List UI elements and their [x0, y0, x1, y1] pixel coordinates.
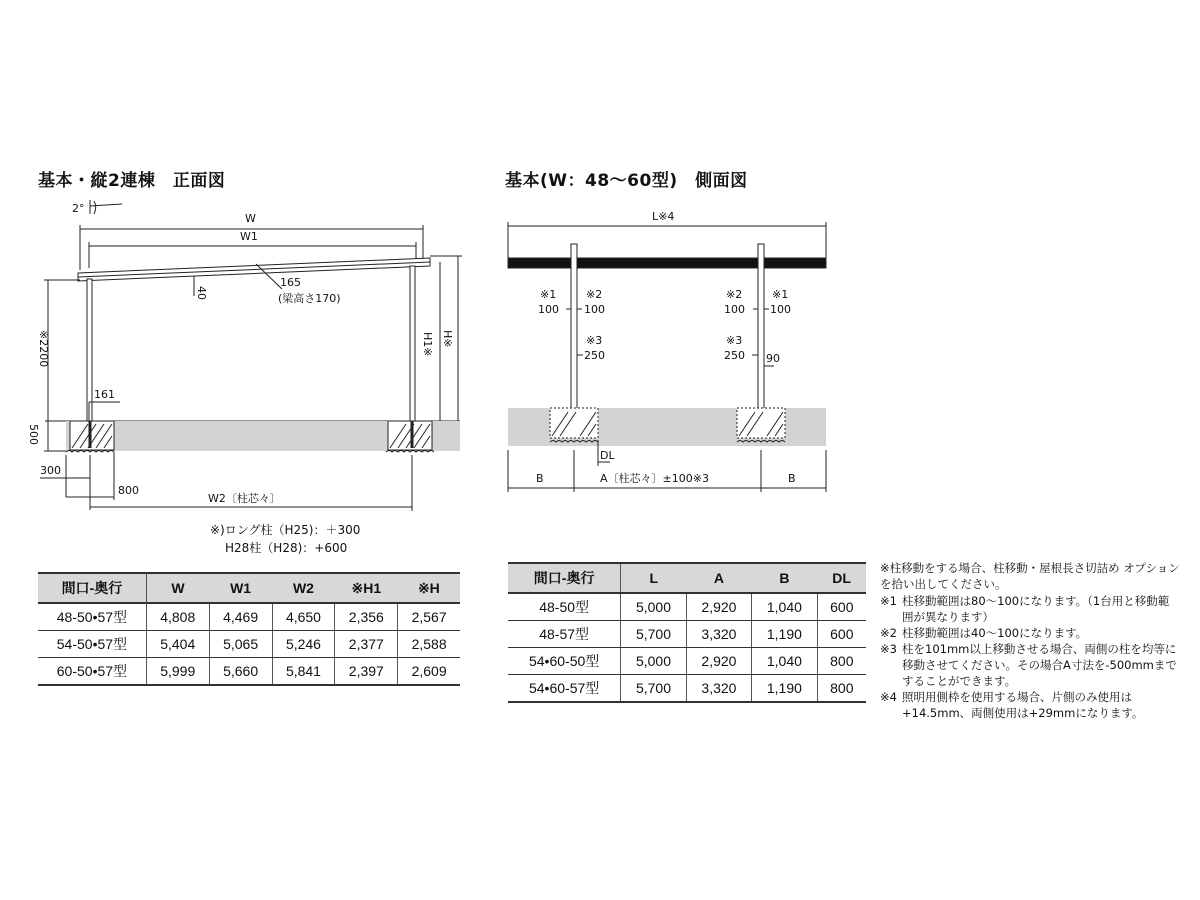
long-post-note: ※)ロング柱（H25)：＋300 [210, 523, 361, 537]
table-cell: 2,609 [398, 658, 460, 686]
note2-left: ※2 [586, 288, 603, 301]
d500-label: 500 [27, 424, 40, 445]
col-header: B [752, 563, 817, 593]
col-header: ※H [398, 573, 460, 603]
dl-label: DL [600, 449, 615, 462]
table-cell: 48-50•57型 [38, 603, 146, 631]
table-row [508, 675, 866, 703]
angle-label: 2° [72, 202, 85, 215]
table-row [38, 658, 460, 686]
table-cell: 2,397 [335, 658, 398, 686]
table-cell: 2,356 [335, 603, 398, 631]
col-header: L [621, 563, 686, 593]
v100-right1: 100 [724, 303, 745, 316]
table-cell: 600 [817, 593, 866, 621]
note1-right: ※1 [772, 288, 789, 301]
side-view-title: 基本(W：48～60型) 側面図 [505, 171, 748, 191]
table-cell: 2,567 [398, 603, 460, 631]
d800-label: 800 [118, 484, 139, 497]
table-cell: 1,040 [752, 593, 817, 621]
table-cell: 5,246 [272, 631, 335, 658]
note-text: 柱移動範囲は80～100になります。（1台用と移動範囲が異なります） [902, 594, 1170, 624]
table-cell: 800 [817, 675, 866, 703]
table-cell: 600 [817, 621, 866, 648]
table-cell: 5,841 [272, 658, 335, 686]
note-mark: ※1 [880, 594, 897, 608]
v100-left2: 100 [584, 303, 605, 316]
front-dimension-table [38, 572, 460, 686]
note-item [880, 641, 1180, 689]
note3-left: ※3 [586, 334, 603, 347]
col-header: A [686, 563, 751, 593]
table-row [508, 593, 866, 621]
table-cell: 5,065 [209, 631, 272, 658]
table-cell: 48-57型 [508, 621, 621, 648]
table-cell: 5,999 [146, 658, 209, 686]
table-cell: 5,000 [621, 593, 686, 621]
table-cell: 1,040 [752, 648, 817, 675]
table-cell: 800 [817, 648, 866, 675]
v250-right: 250 [724, 349, 745, 362]
table-header-row [508, 563, 866, 593]
table-cell: 3,320 [686, 675, 751, 703]
d300-label: 300 [40, 464, 61, 477]
d161-label: 161 [94, 388, 115, 401]
h2200-label: ※2200 [37, 330, 50, 368]
note-text: 柱移動範囲は40～100になります。 [902, 626, 1088, 640]
table-cell: 5,700 [621, 621, 686, 648]
table-row [508, 621, 866, 648]
note-item [880, 625, 1180, 641]
table-cell: 5,000 [621, 648, 686, 675]
col-header: W [146, 573, 209, 603]
front-view-drawing [0, 0, 480, 520]
table-row [38, 631, 460, 658]
front-view-title: 基本・縦2連棟 正面図 [38, 171, 226, 191]
table-cell: 2,920 [686, 593, 751, 621]
table-cell: 1,190 [752, 621, 817, 648]
col-header: 間口-奥行 [508, 563, 621, 593]
note-item [880, 593, 1180, 625]
table-row [38, 603, 460, 631]
note-item [880, 689, 1180, 721]
b-left-label: B [536, 472, 544, 485]
col-header: ※H1 [335, 573, 398, 603]
table-row [508, 648, 866, 675]
note-mark: ※2 [880, 626, 897, 640]
table-cell: 48-50型 [508, 593, 621, 621]
h1-label: H1※ [421, 332, 434, 357]
beam-height-note: (梁高さ170) [278, 292, 341, 305]
table-cell: 5,660 [209, 658, 272, 686]
a-dim-label: A〔柱芯々〕±100※3 [600, 472, 709, 485]
w1-dim-label: W1 [240, 230, 258, 243]
col-header: 間口-奥行 [38, 573, 146, 603]
v250-left: 250 [584, 349, 605, 362]
note-text: 柱を101mm以上移動させる場合、両側の柱を均等に移動させてください。その場合A寸法を-500mmまですることができます。 [902, 642, 1177, 688]
table-cell: 1,190 [752, 675, 817, 703]
table-cell: 54•60-57型 [508, 675, 621, 703]
note1-left: ※1 [540, 288, 557, 301]
note-mark: ※3 [880, 642, 897, 656]
v90-label: 90 [766, 352, 780, 365]
table-cell: 4,650 [272, 603, 335, 631]
col-header: DL [817, 563, 866, 593]
table-cell: 3,320 [686, 621, 751, 648]
note3-right: ※3 [726, 334, 743, 347]
col-header: W1 [209, 573, 272, 603]
table-cell: 2,377 [335, 631, 398, 658]
notes-intro: ※柱移動をする場合、柱移動・屋根長さ切詰め オプションを拾い出してください。 [880, 561, 1180, 591]
v100-right2: 100 [770, 303, 791, 316]
v100-left1: 100 [538, 303, 559, 316]
b-right-label: B [788, 472, 796, 485]
w-dim-label: W [245, 212, 256, 225]
table-cell: 54-50•57型 [38, 631, 146, 658]
table-cell: 4,469 [209, 603, 272, 631]
beam-165-label: 165 [280, 276, 301, 289]
d40-label: 40 [195, 286, 208, 300]
h-label: H※ [441, 330, 454, 348]
note-text: 照明用側枠を使用する場合、片側のみ使用は+14.5mm、両側使用は+29mmになります。 [902, 690, 1144, 720]
table-cell: 4,808 [146, 603, 209, 631]
table-cell: 5,700 [621, 675, 686, 703]
table-cell: 60-50•57型 [38, 658, 146, 686]
notes-block [880, 560, 1180, 721]
col-header: W2 [272, 573, 335, 603]
table-cell: 2,588 [398, 631, 460, 658]
side-dimension-table [508, 562, 866, 703]
table-cell: 54•60-50型 [508, 648, 621, 675]
note2-right: ※2 [726, 288, 743, 301]
table-header-row [38, 573, 460, 603]
l-dim-label: L※4 [652, 210, 675, 223]
note-mark: ※4 [880, 690, 897, 704]
h28-post-note: H28柱（H28)：+600 [225, 541, 348, 555]
side-view-drawing [480, 0, 850, 500]
w2-dim-label: W2〔柱芯々〕 [208, 492, 281, 505]
table-cell: 5,404 [146, 631, 209, 658]
table-cell: 2,920 [686, 648, 751, 675]
